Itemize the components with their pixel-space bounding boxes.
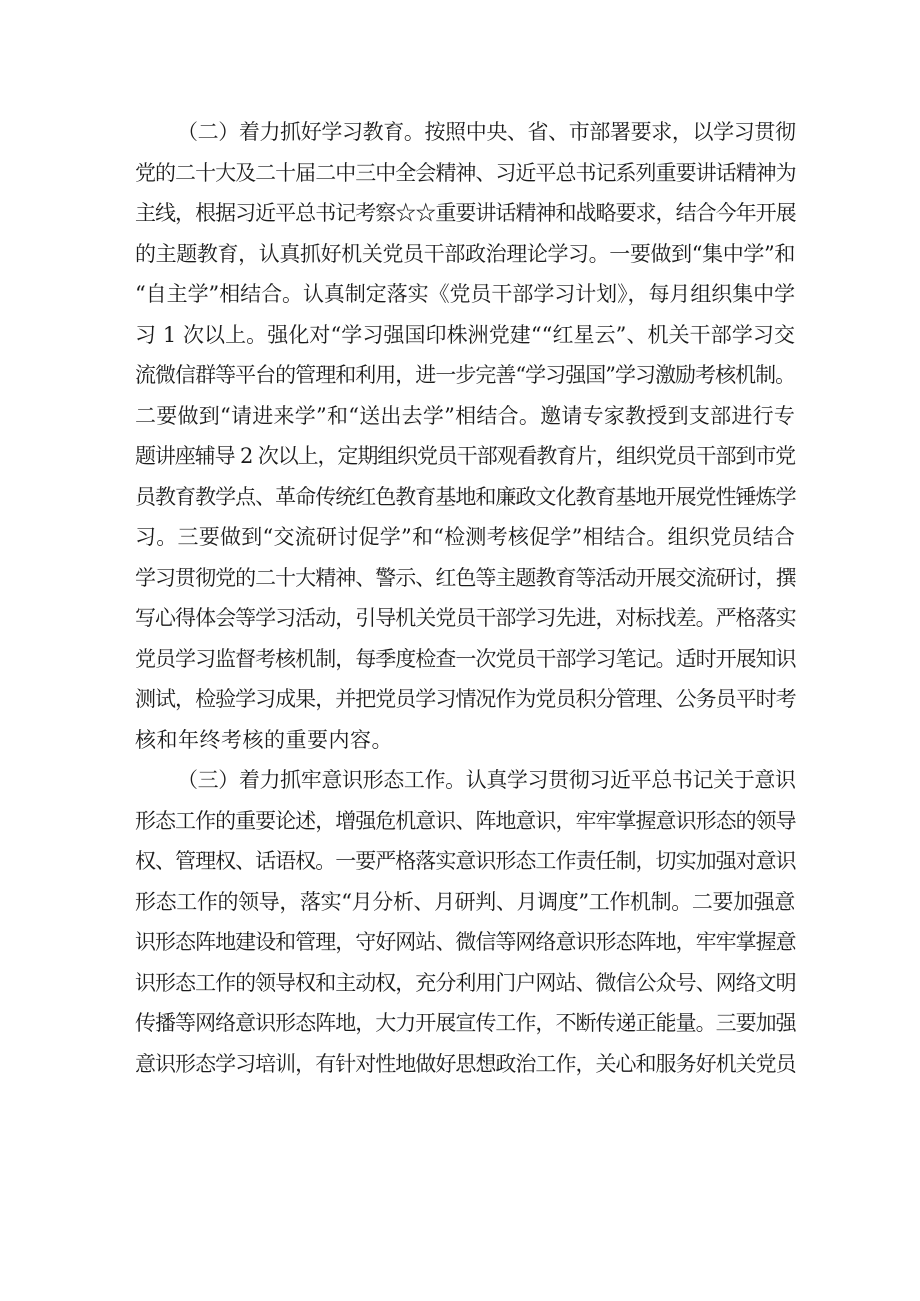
paragraph-line: 的主题教育，认真抓好机关党员干部政治理论学习。一要做到“集中学”和: [135, 241, 795, 266]
paragraph-line: 流微信群等平台的管理和利用，进一步完善“学习强国”学习激励考核机制。: [135, 363, 796, 387]
paragraph-line: 识形态工作的领导权和主动权，充分利用门户网站、微信公众号、网络文明: [135, 970, 796, 995]
paragraph-line: （三）着力抓牢意识形态工作。认真学习贯彻习近平总书记关于意识: [177, 768, 796, 792]
paragraph-line: 二要做到“请进来学”和“送出去学”相结合。邀请专家教授到支部进行专: [135, 403, 796, 428]
paragraph-line: “自主学”相结合。认真制定落实《党员干部学习计划》，每月组织集中学: [135, 282, 796, 306]
paragraph-line: （二）着力抓好学习教育。按照中央、省、市部署要求，以学习贯彻: [177, 120, 796, 144]
paragraph-ideology-work: [135, 760, 795, 1084]
paragraph-line: 写心得体会等学习活动，引导机关党员干部学习先进，对标找差。严格落实: [135, 606, 796, 630]
paragraph-line: 学习贯彻党的二十大精神、警示、红色等主题教育等活动开展交流研讨，撰: [135, 565, 796, 590]
paragraph-line: 习。三要做到“交流研讨促学”和“检测考核促学”相结合。组织党员结合: [135, 525, 796, 549]
paragraph-line: 意识形态学习培训，有针对性地做好思想政治工作，关心和服务好机关党员: [135, 1051, 796, 1076]
paragraph-line: 题讲座辅导 2 次以上，定期组织党员干部观看教育片，组织党员干部到市党: [135, 444, 795, 468]
paragraph-line: 形态工作的重要论述，增强危机意识、阵地意识，牢牢掌握意识形态的领导: [135, 808, 796, 833]
paragraph-line: 员教育教学点、革命传统红色教育基地和廉政文化教育基地开展党性锤炼学: [135, 484, 796, 509]
paragraph-line: 传播等网络意识形态阵地，大力开展宣传工作，不断传递正能量。三要加强: [135, 1011, 796, 1035]
paragraph-line: 核和年终考核的重要内容。: [135, 727, 393, 752]
paragraph-line: 识形态阵地建设和管理，守好网站、微信等网络意识形态阵地，牢牢掌握意: [135, 930, 796, 954]
paragraph-line: 党的二十大及二十届二中三中全会精神、习近平总书记系列重要讲话精神为: [135, 160, 796, 185]
paragraph-line: 主线，根据习近平总书记考察☆☆重要讲话精神和战略要求，结合今年开展: [135, 201, 796, 225]
paragraph-line: 测试，检验学习成果，并把党员学习情况作为党员积分管理、公务员平时考: [135, 687, 796, 711]
paragraph-study-education: [135, 112, 795, 760]
paragraph-line: 权、管理权、话语权。一要严格落实意识形态工作责任制，切实加强对意识: [135, 849, 796, 873]
document-body: [135, 112, 795, 1084]
paragraph-line: 形态工作的领导，落实“月分析、月研判、月调度”工作机制。二要加强意: [135, 889, 795, 914]
paragraph-line: 党员学习监督考核机制，每季度检查一次党员干部学习笔记。适时开展知识: [135, 646, 796, 671]
paragraph-line: 习 1 次以上。强化对“学习强国印株洲党建““红星云”、机关干部学习交: [135, 322, 795, 347]
